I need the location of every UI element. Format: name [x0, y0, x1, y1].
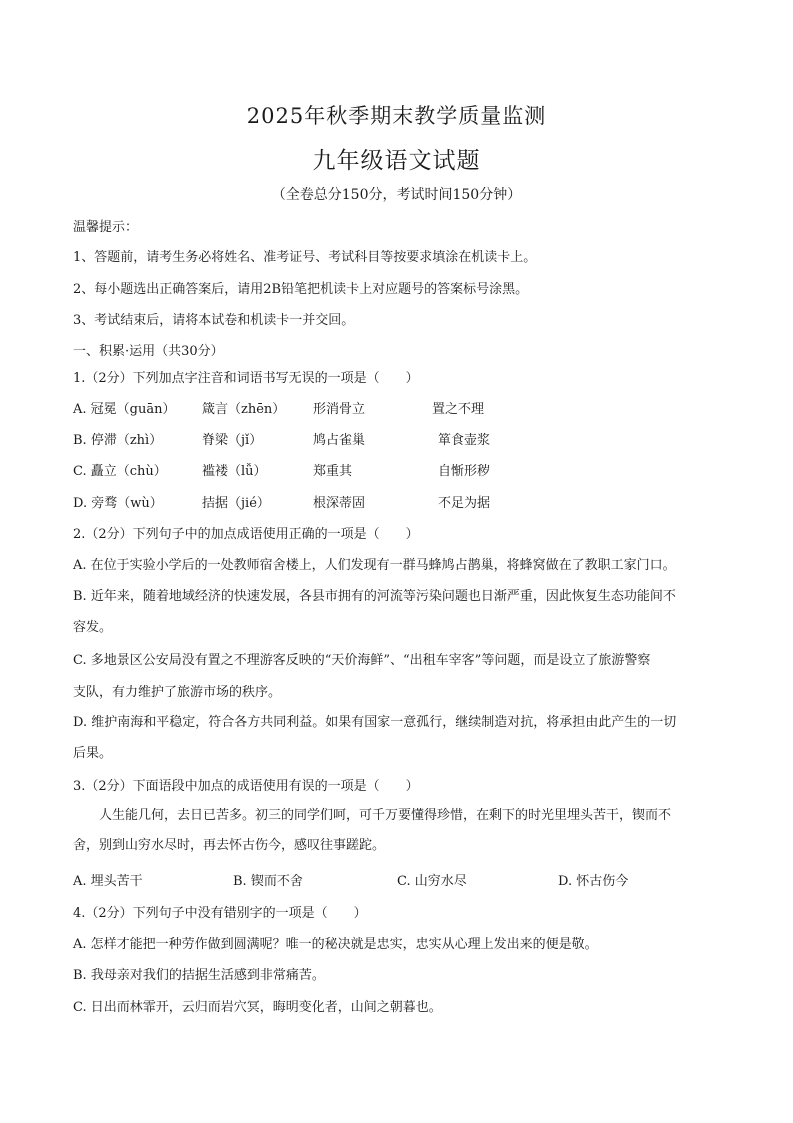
q1-option-cell: 鸠占雀巢: [313, 433, 366, 448]
q1-option-cell: 褴褛（lǚ）: [202, 464, 267, 479]
q1-option-cell: 形消骨立: [313, 402, 366, 417]
q1-option-cell: 脊梁（jǐ）: [202, 433, 263, 448]
tip-item: 3、考试结束后，请将本试卷和机读卡一并交回。: [73, 313, 355, 328]
q2-option-b: B. 近年来，随着地域经济的快速发展，各县市拥有的河流等污染问题也日渐严重，因此恢复生态功能间不: [73, 589, 676, 604]
q1-option-cell: 郑重其: [313, 464, 353, 479]
q1-option-d: D. 旁骛（wù）: [73, 496, 163, 511]
q3-passage-line: 人生能几何，去日已苦多。初三的同学们呵，可千万要懂得珍惜，在剩下的时光里埋头苦干，锲而不: [99, 808, 672, 823]
section-heading: 一、积累·运用（共30分）: [73, 344, 224, 359]
exam-title: 2025年秋季期末教学质量监测: [246, 104, 547, 128]
tips-heading: 温馨提示：: [73, 220, 139, 235]
q2-option-a: A. 在位于实验小学后的一处教师宿舍楼上，人们发现有一群马蜂鸠占鹊巢，将蜂窝做在了教职工家门口。: [73, 558, 676, 573]
q1-option-c: C. 矗立（chù）: [73, 464, 167, 479]
tip-item: 2、每小题选出正确答案后，请用2B铅笔把机读卡上对应题号的答案标号涂黑。: [73, 282, 529, 297]
q2-option-c: C. 多地景区公安局没有置之不理游客反映的“天价海鲜”、“出租车宰客”等问题，而是设立了旅游警察: [73, 653, 651, 668]
q2-option-d: D. 维护南海和平稳定，符合各方共同利益。如果有国家一意孤行，继续制造对抗，将承担由此产生的一切: [73, 715, 677, 730]
q1-option-cell: 根深蒂固: [313, 496, 366, 511]
q1-option-cell: 箪食壶浆: [438, 433, 491, 448]
q1-option-cell: 拮据（jié）: [202, 496, 270, 511]
tip-item: 1、答题前，请考生务必将姓名、准考证号、考试科目等按要求填涂在机读卡上。: [73, 250, 537, 265]
q4-option-a: A. 怎样才能把一种劳作做到圆满呢？唯一的秘决就是忠实，忠实从心理上发出来的便是敬。: [73, 937, 598, 952]
q3-option-c: C. 山穷水尽: [397, 874, 467, 889]
question-1-stem: 1.（2分）下列加点字注音和词语书写无误的一项是（ ）: [73, 371, 419, 386]
question-2-stem: 2.（2分）下列句子中的加点成语使用正确的一项是（ ）: [73, 527, 419, 542]
q4-option-c: C. 日出而林霏开，云归而岩穴冥，晦明变化者，山间之朝暮也。: [73, 1000, 442, 1015]
q2-option-d-cont: 后果。: [73, 746, 113, 761]
q1-option-b: B. 停滞（zhì）: [73, 433, 163, 448]
q4-option-b: B. 我母亲对我们的拮据生活感到非常痛苦。: [73, 968, 325, 983]
q2-option-c-cont: 支队，有力维护了旅游市场的秩序。: [73, 685, 282, 700]
q3-passage-line: 舍，别到山穷水尽时，再去怀古伤今，感叹往事蹉跎。: [73, 838, 386, 853]
question-3-stem: 3.（2分）下面语段中加点的成语使用有误的一项是（ ）: [73, 779, 419, 794]
q1-option-a: A. 冠冕（guān）: [73, 402, 176, 417]
q1-option-cell: 不足为据: [438, 496, 491, 511]
exam-subtitle: 九年级语文试题: [312, 148, 481, 174]
q3-option-b: B. 锲而不舍: [233, 874, 303, 889]
question-4-stem: 4.（2分）下列句子中没有错别字的一项是（ ）: [73, 906, 367, 921]
q3-option-d: D. 怀古伤今: [558, 874, 629, 889]
q3-option-a: A. 埋头苦干: [73, 874, 143, 889]
q1-option-cell: 自惭形秽: [438, 464, 491, 479]
q1-option-cell: 置之不理: [432, 402, 485, 417]
q2-option-b-cont: 容发。: [73, 620, 113, 635]
q1-option-cell: 箴言（zhēn）: [202, 402, 286, 417]
exam-note: （全卷总分150分，考试时间150分钟）: [271, 187, 522, 203]
